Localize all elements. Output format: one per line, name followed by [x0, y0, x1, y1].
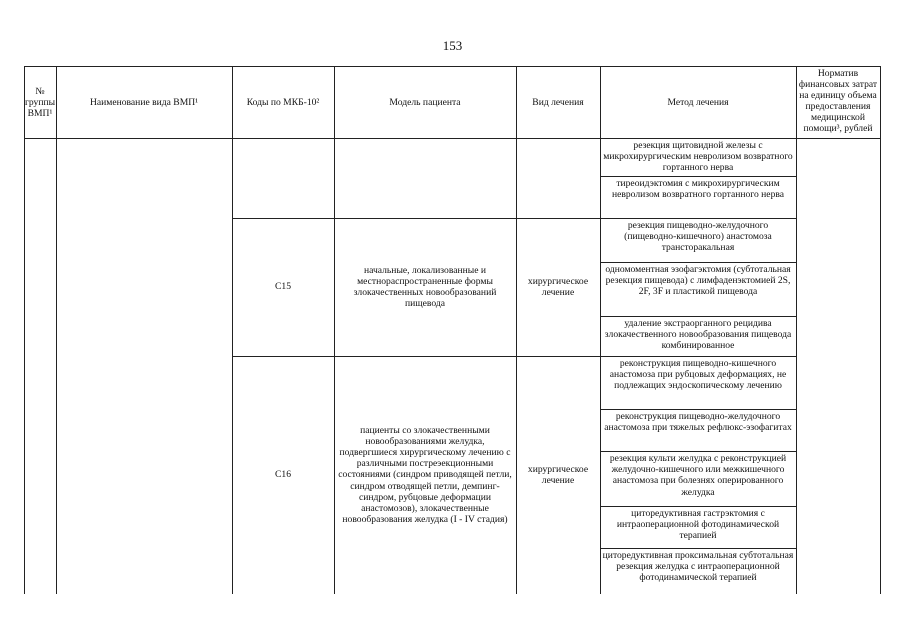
header-icd-codes: Коды по МКБ-10² [246, 96, 320, 108]
method-cell: одномоментная эзофагэктомия (субтотальная резекция пищевода) с лимфаденэктомией 2S, 2F, 3F и пластикой пищевода [605, 264, 791, 298]
icd-code-cell: C15 [275, 281, 291, 293]
col-border [600, 66, 601, 594]
header-financial-norm: Норматив финансовых затрат на единицу объема предоставления медицинской помощи³, рублей [798, 68, 878, 134]
method-cell: удаление экстраорганного рецидива злокачественного новообразования пищевода комбинированное [604, 318, 792, 352]
method-cell: тиреоидэктомия с микрохирургическим невролизом возвратного гортанного нерва [611, 178, 785, 201]
treatment-type-cell: хирургическое лечение [527, 463, 589, 486]
method-cell: реконструкция пищеводно-желудочного анастомоза при тяжелых рефлюкс-эзофагитах [604, 411, 792, 434]
vmp-table [24, 66, 880, 594]
method-cell: реконструкция пищеводно-кишечного анастомоза при рубцовых деформациях, не подлежащих эндоскопическому лечению [609, 358, 787, 392]
icd-code-cell: C16 [275, 469, 291, 481]
col-border [334, 66, 335, 594]
method-cell: циторедуктивная гастрэктомия с интраоперационной фотодинамической терапией [616, 508, 780, 542]
patient-model-cell: начальные, локализованные и местнораспространенные формы злокачественных новообразований пищевода [353, 264, 497, 310]
header-treatment-method: Метод лечения [667, 96, 729, 108]
header-vmp-name: Наименование вида ВМП¹ [89, 96, 199, 108]
page-number: 153 [442, 38, 463, 53]
treatment-type-cell: хирургическое лечение [527, 275, 589, 298]
header-treatment-type: Вид лечения [532, 96, 584, 108]
header-group-number: № группы ВМП¹ [24, 85, 56, 119]
col-border [880, 66, 881, 594]
col-border [56, 66, 57, 594]
col-border [24, 66, 25, 594]
method-cell: резекция щитовидной железы с микрохирургическим невролизом возвратного гортанного нерва [603, 140, 793, 174]
col-border [516, 66, 517, 594]
header-patient-model: Модель пациента [389, 96, 461, 108]
method-cell: резекция пищеводно-желудочного (пищеводно-кишечного) анастомоза трансторакальная [624, 220, 772, 254]
method-cell: резекция культи желудка с реконструкцией желудочно-кишечного или межкишечного анастомоза при болезнях оперированного желудка [609, 453, 787, 498]
table-top-border [24, 66, 880, 67]
col-border [796, 66, 797, 594]
patient-model-cell: пациенты со злокачественными новообразованиями желудка, подвергшиеся хирургическому лечению с различными постреэекционными состояниями (синдром приводящей петли, синдром отводящей петли, демпинг-синдром, рубцовые деформации анастомозов), злокачественные новообразования желудка (I - IV стадия) [338, 424, 512, 526]
method-cell: циторедуктивная проксимальная субтотальная резекция желудка с интраоперационной фотодинамической терапией [602, 550, 794, 584]
